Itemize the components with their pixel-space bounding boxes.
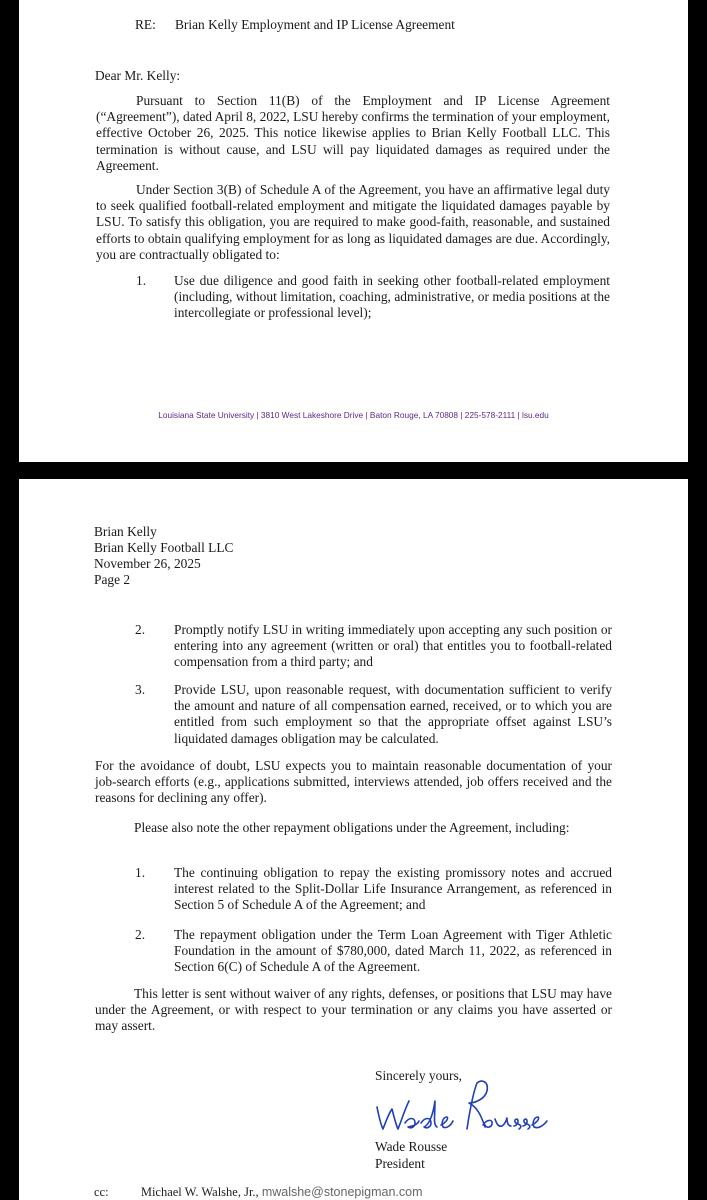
- signer-title: President: [375, 1156, 425, 1171]
- list-number: 2.: [135, 622, 146, 637]
- closing: Sincerely yours,: [375, 1068, 463, 1083]
- paragraph-avoidance-of-doubt: For the avoidance of doubt, LSU expects you to maintain reasonable documentation of your job-search efforts (e.g., applications submitted, interviews attended, job offers received and the reasons for declining any offer).: [95, 758, 612, 806]
- salutation: Dear Mr. Kelly:: [95, 68, 181, 83]
- header-company: Brian Kelly Football LLC: [94, 540, 234, 555]
- cc-line: [94, 1185, 423, 1200]
- paragraph-mitigation-duty: Under Section 3(B) of Schedule A of the Agreement, you have an affirmative legal duty to seek qualified football-related employment and mitigate the liquidated damages payable by LSU. To satisfy this obligation, you are required to make good-faith, reasonable, and sustained efforts to obtain qualifying employment for as long as liquidated damages are due. Accordingly, you are contractually obligated to:: [96, 182, 610, 262]
- re-subject: Brian Kelly Employment and IP License Agreement: [175, 17, 455, 32]
- re-label: RE:: [135, 17, 156, 32]
- list-number: 1.: [136, 273, 147, 288]
- handwritten-signature: [371, 1071, 551, 1141]
- cc-label: cc:: [94, 1185, 109, 1199]
- list-number: 1.: [135, 865, 146, 880]
- list-item-notify: Promptly notify LSU in writing immediately upon accepting any such position or entering into any agreement (written or oral) that entitles you to football-related compensation from a third party; and: [174, 622, 612, 670]
- header-date: November 26, 2025: [94, 556, 201, 571]
- list-number: 3.: [135, 682, 146, 697]
- header-page-number: Page 2: [94, 572, 131, 587]
- list-item-due-diligence: Use due diligence and good faith in seeking other football-related employment (including, without limitation, coaching, administrative, or media positions at the intercollegiate or professional level);: [174, 273, 610, 321]
- header-recipient-name: Brian Kelly: [94, 524, 157, 539]
- list-number: 2.: [135, 927, 146, 942]
- letterhead-footer: Louisiana State University | 3810 West Lakeshore Drive | Baton Rouge, LA 70808 | 225-578-2111 | lsu.edu: [158, 410, 549, 420]
- list-item-promissory-notes: The continuing obligation to repay the existing promissory notes and accrued interest related to the Split-Dollar Life Insurance Arrangement, as referenced in Section 5 of Schedule A of the Agreement; and: [174, 865, 612, 913]
- paragraph-no-waiver: This letter is sent without waiver of any rights, defenses, or positions that LSU may have under the Agreement, or with respect to your termination or any claims you have asserted or may assert.: [95, 986, 612, 1034]
- cc-recipient-email[interactable]: mwalshe@stonepigman.com: [261, 1185, 423, 1199]
- paragraph-repayment-obligations: Please also note the other repayment obligations under the Agreement, including:: [134, 820, 570, 835]
- letter-page-2: [19, 479, 688, 1200]
- signer-name: Wade Rousse: [375, 1139, 448, 1154]
- letter-page-1: [19, 0, 688, 462]
- paragraph-termination: Pursuant to Section 11(B) of the Employment and IP License Agreement (“Agreement”), dated April 8, 2022, LSU hereby confirms the termination of your employment, effective October 26, 2025. This notice likewise applies to Brian Kelly Football LLC. This termination is without cause, and LSU will pay liquidated damages as required under the Agreement.: [96, 93, 610, 173]
- cc-recipient-name: Michael W. Walshe, Jr.,: [140, 1185, 259, 1199]
- list-item-term-loan: The repayment obligation under the Term Loan Agreement with Tiger Athletic Foundation in the amount of $780,000, dated March 11, 2022, as referenced in Section 6(C) of Schedule A of the Agreement.: [174, 927, 612, 975]
- list-item-documentation: Provide LSU, upon reasonable request, with documentation sufficient to verify the amount and nature of all compensation earned, received, or to which you are entitled from such employment so that the appropriate offset against LSU’s liquidated damages obligation may be calculated.: [174, 682, 612, 746]
